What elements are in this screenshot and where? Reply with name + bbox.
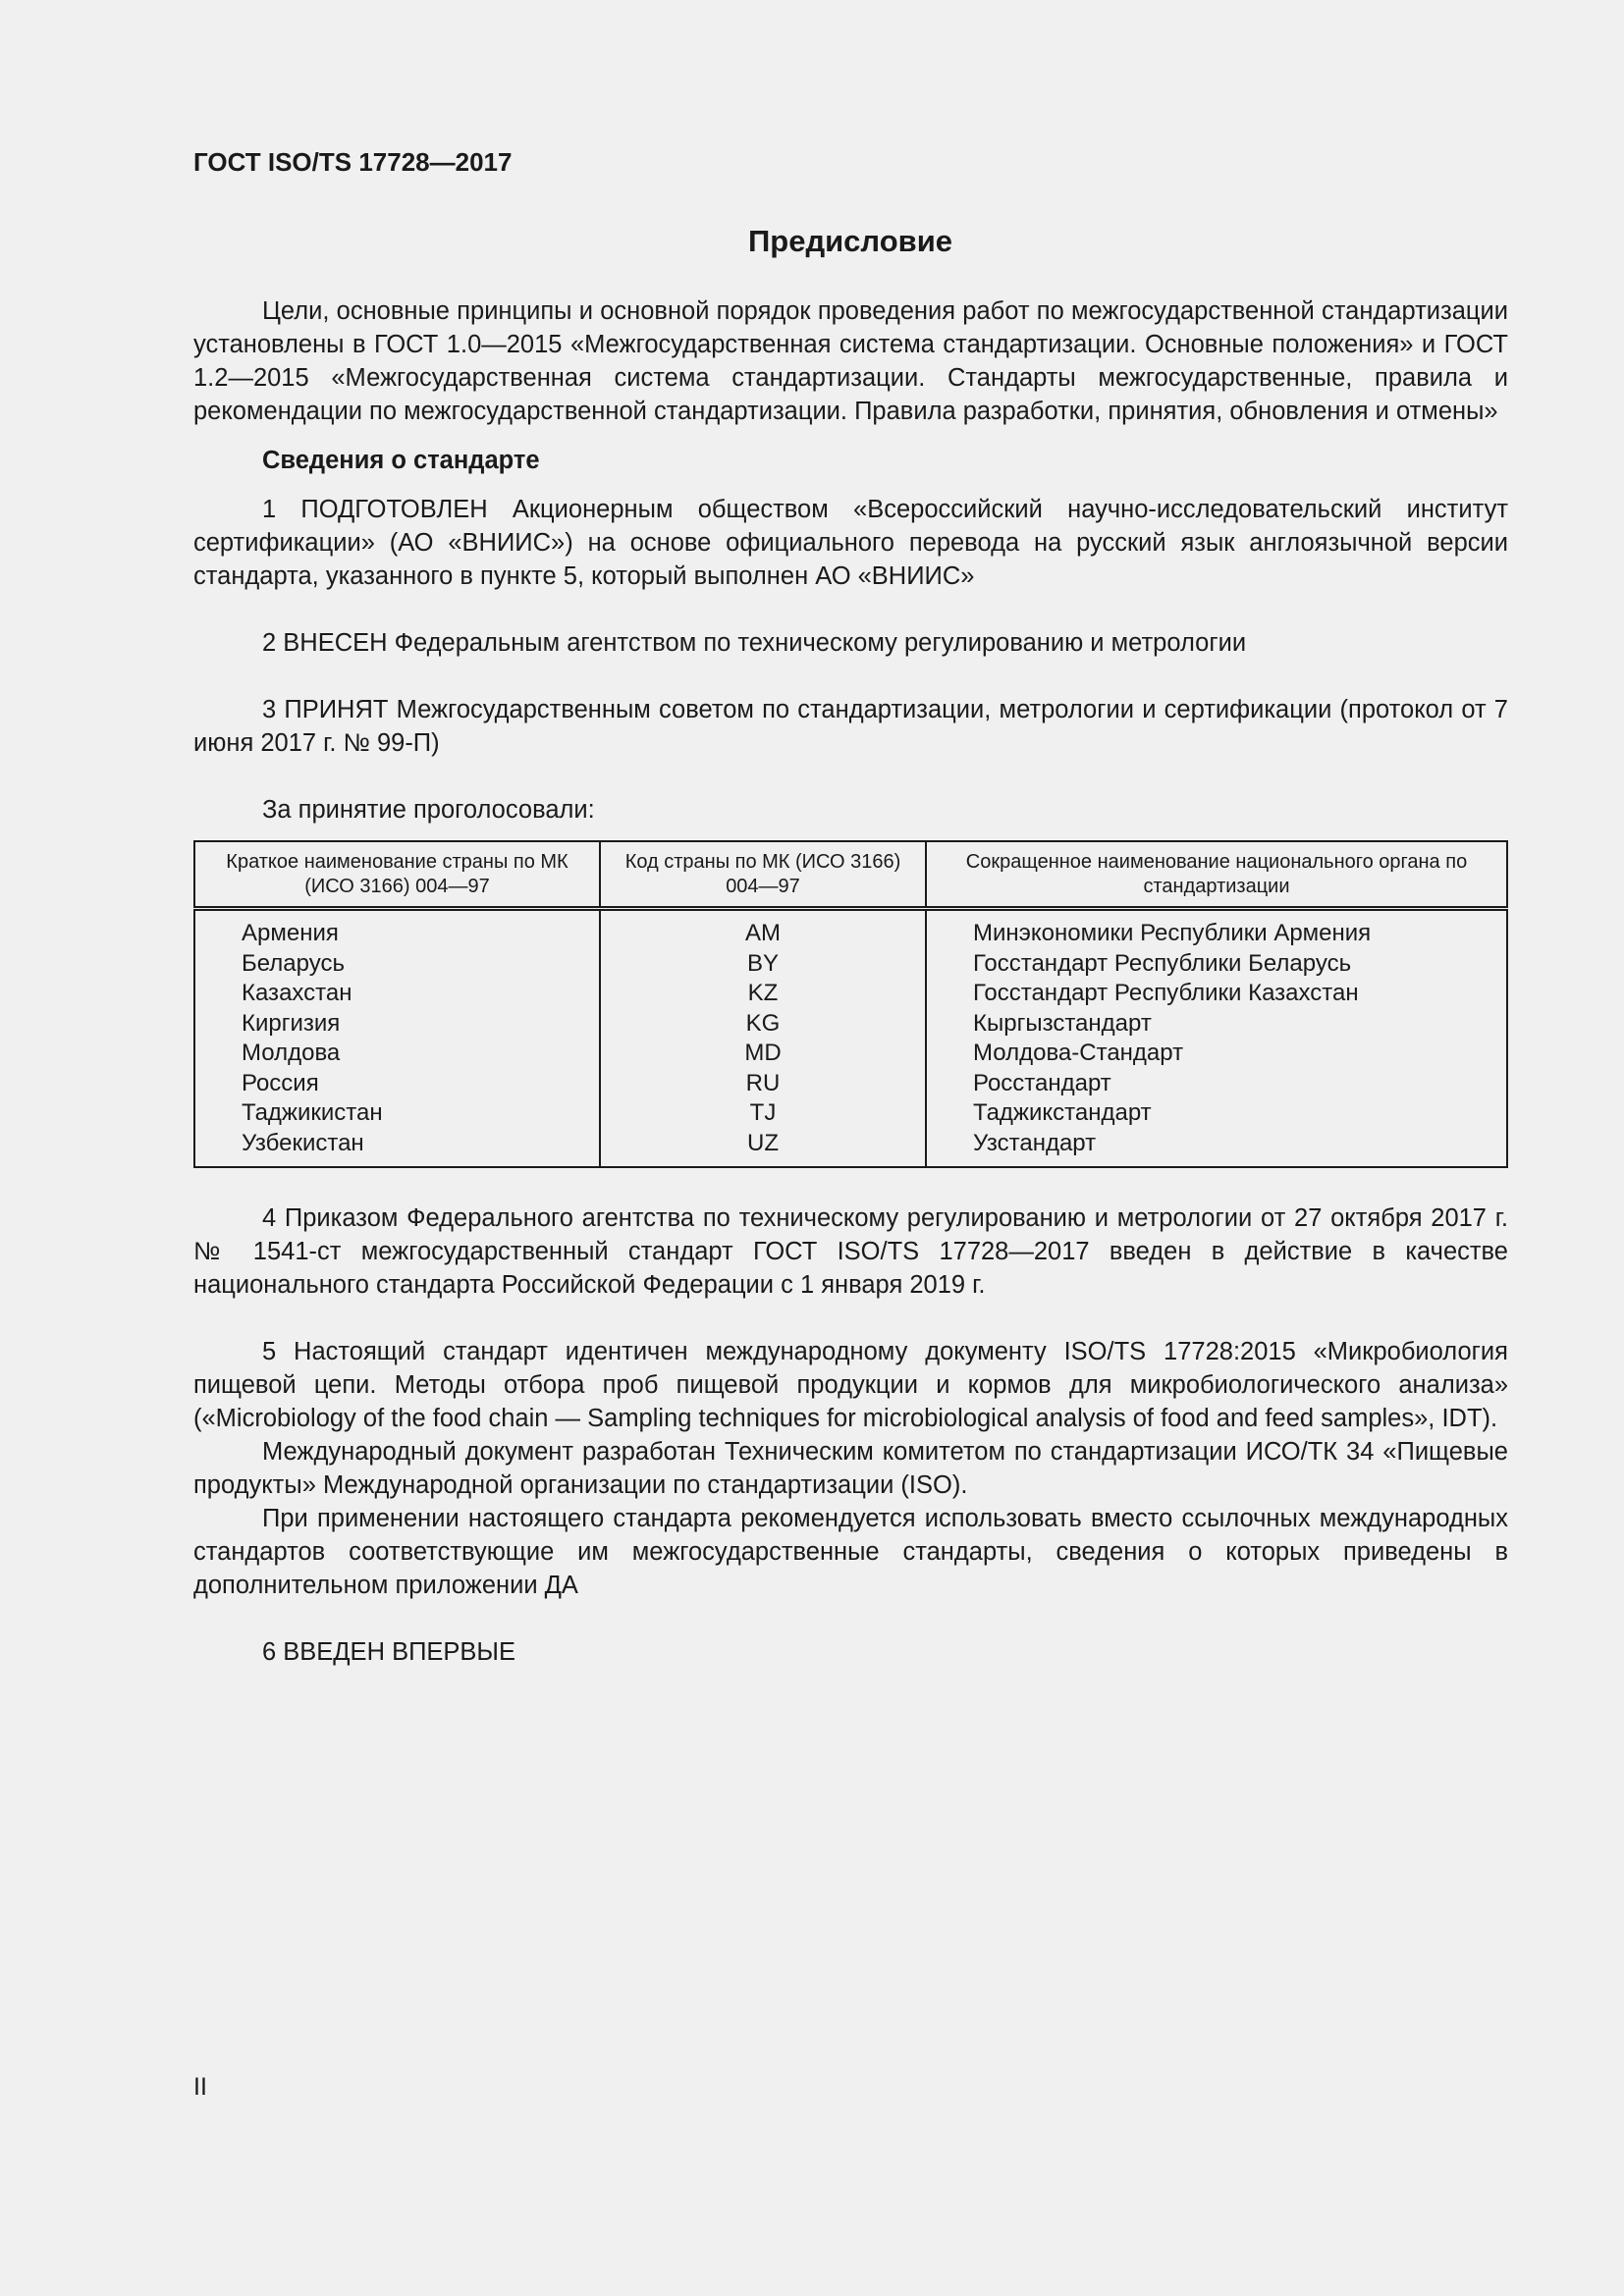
- item-5-international-doc: Международный документ разработан Техническим комитетом по стандартизации ИСО/ТК 34 «Пищевые продукты» Международной организации по стандартизации (ISO).: [193, 1438, 1508, 1499]
- country-code: AM: [745, 920, 781, 946]
- national-body: Госстандарт Республики Казахстан: [973, 980, 1359, 1006]
- national-body: Минэкономики Республики Армения: [973, 920, 1372, 946]
- item-1-paragraph: 1 ПОДГОТОВЛЕН Акционерным обществом «Всероссийский научно-исследовательский институт сертификации» (АО «ВНИИС») на основе официального перевода на русский язык англоязычной версии стандарта, указанного в пункте 5, который выполнен АО «ВНИИС»: [193, 496, 1508, 590]
- item-2-paragraph: 2 ВНЕСЕН Федеральным агентством по техническому регулированию и метрологии: [262, 629, 1247, 657]
- country-codes-cell: [600, 909, 926, 1168]
- country-code: TJ: [749, 1099, 777, 1126]
- country-code: KG: [745, 1009, 781, 1037]
- page-number: II: [193, 2073, 207, 2101]
- page-title: Предисловие: [747, 224, 952, 258]
- country-name: Беларусь: [242, 949, 345, 977]
- country-code: RU: [745, 1069, 781, 1096]
- item-5-application-note: При применении настоящего стандарта рекомендуется использовать вместо ссылочных международных стандартов соответствующие им межгосударственные стандарты, сведения о которых приведены в дополнительном приложении ДА: [193, 1505, 1508, 1599]
- country-name: Узбекистан: [242, 1129, 364, 1156]
- country-names-cell: [194, 909, 600, 1168]
- header-country-code: Код страны по МК (ИСО 3166) 004—97: [600, 841, 926, 909]
- item-4-paragraph: 4 Приказом Федерального агентства по техническому регулированию и метрологии от 27 октября 2017 г. № 1541-ст межгосударственный стандарт ГОСТ ISO/TS 17728—2017 введен в действие в качестве национального стандарта Российской Федерации с 1 января 2019 г.: [193, 1204, 1508, 1299]
- national-body: Росстандарт: [973, 1069, 1111, 1096]
- item-6-paragraph: 6 ВВЕДЕН ВПЕРВЫЕ: [262, 1638, 516, 1666]
- header-country-name: Краткое наименование страны по МК (ИСО 3166) 004—97: [194, 841, 600, 909]
- country-code: KZ: [747, 980, 779, 1006]
- country-name: Молдова: [242, 1040, 341, 1066]
- header-national-body: Сокращенное наименование национального органа по стандартизации: [926, 841, 1507, 909]
- national-body: Кыргызстандарт: [973, 1009, 1152, 1037]
- document-code-header: ГОСТ ISO/TS 17728—2017: [193, 147, 513, 177]
- country-code: UZ: [747, 1129, 779, 1156]
- country-name: Казахстан: [242, 980, 352, 1006]
- item-3-paragraph: 3 ПРИНЯТ Межгосударственным советом по стандартизации, метрологии и сертификации (протокол от 7 июня 2017 г. № 99-П): [193, 696, 1508, 757]
- vote-intro: За принятие проголосовали:: [262, 796, 595, 824]
- country-code: MD: [744, 1040, 782, 1066]
- country-name: Россия: [242, 1069, 319, 1096]
- foreword-content: [193, 294, 1508, 1669]
- national-body: Таджикстандарт: [973, 1099, 1152, 1126]
- national-body: Молдова-Стандарт: [973, 1040, 1184, 1066]
- country-name: Армения: [242, 920, 339, 946]
- country-name: Таджикистан: [242, 1099, 383, 1126]
- item-5-paragraph: 5 Настоящий стандарт идентичен международному документу ISO/TS 17728:2015 «Микробиология пищевой цепи. Методы отбора проб пищевой продукции и кормов для микробиологического анализа» («Microbiology of the food chain — Sampling techniques for microbiological analysis of food and feed samples», IDT).: [193, 1338, 1508, 1432]
- national-body: Госстандарт Республики Беларусь: [973, 949, 1352, 977]
- table-body-row: [194, 909, 1507, 1168]
- table-header-row: [194, 841, 1507, 909]
- standard-info-heading: Сведения о стандарте: [262, 447, 540, 474]
- national-bodies-cell: [926, 909, 1507, 1168]
- country-code: BY: [746, 949, 779, 977]
- national-body: Узстандарт: [973, 1129, 1097, 1156]
- intro-paragraph: Цели, основные принципы и основной порядок проведения работ по межгосударственной стандартизации установлены в ГОСТ 1.0—2015 «Межгосударственная система стандартизации. Основные положения» и ГОСТ 1.2—2015 «Межгосударственная система стандартизации. Стандарты межгосударственные, правила и рекомендации по межгосударственной стандартизации. Правила разработки, принятия, обновления и отмены»: [193, 297, 1508, 425]
- voting-table: [193, 840, 1508, 1168]
- country-name: Киргизия: [242, 1009, 341, 1037]
